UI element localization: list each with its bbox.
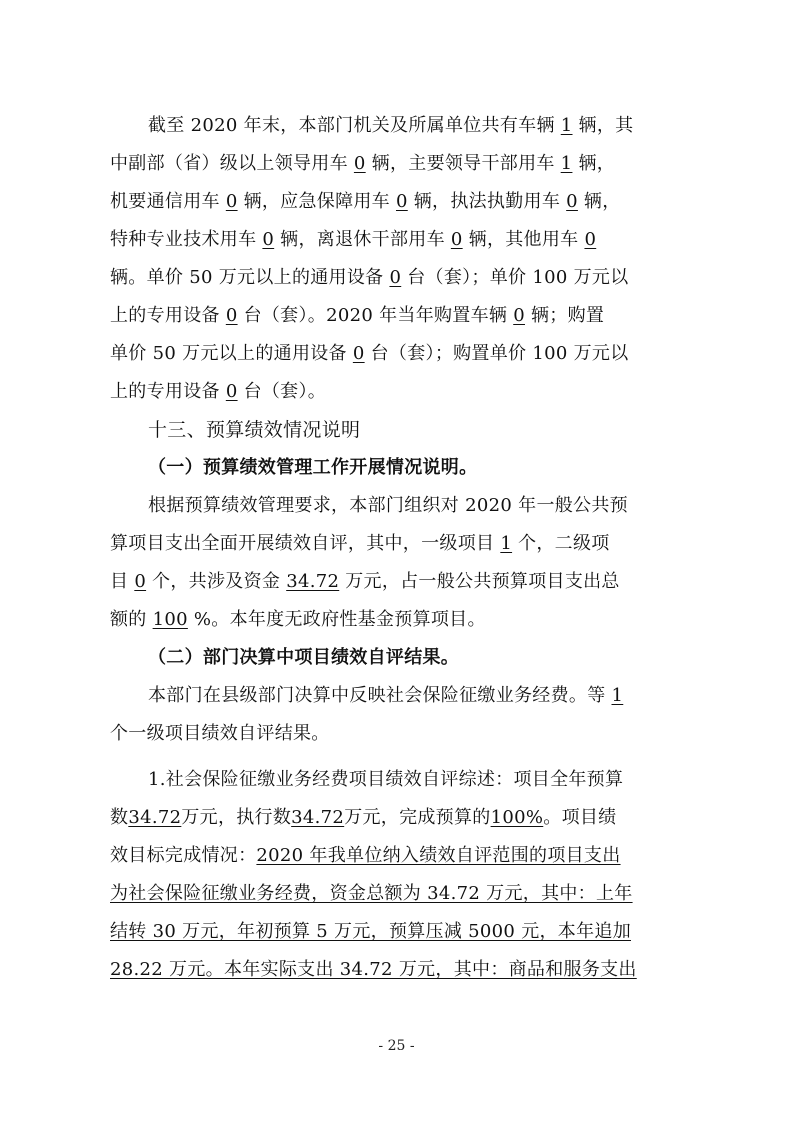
subsection-2-paragraph bbox=[110, 677, 695, 753]
underlined-value: 34.72 bbox=[291, 807, 345, 828]
text-segment: 万元，执行数 bbox=[181, 807, 292, 828]
text-line bbox=[110, 183, 695, 221]
text-segment: 本部门在县级部门决算中反映社会保险征缴业务经费。等 bbox=[148, 685, 606, 706]
text-segment: 。项目绩 bbox=[543, 807, 617, 828]
underlined-value: 0 bbox=[395, 191, 408, 212]
text-segment: 辆；购置 bbox=[530, 305, 605, 326]
text-segment: 台（套）。 bbox=[243, 381, 327, 402]
text-line bbox=[110, 951, 695, 989]
underlined-value: 34.72 bbox=[286, 571, 340, 592]
text-segment: 算项目支出全面开展绩效自评，其中，一级项目 bbox=[110, 533, 495, 554]
item-1-paragraph bbox=[110, 761, 695, 989]
underlined-text: 28.22 万元。本年实际支出 34.72 万元，其中：商品和服务支出 bbox=[110, 959, 637, 980]
text-line bbox=[110, 107, 695, 145]
text-segment: 个，二级项 bbox=[518, 533, 610, 554]
text-segment: 辆，离退休干部用车 bbox=[280, 229, 445, 250]
text-segment: 辆，应急保障用车 bbox=[243, 191, 390, 212]
underlined-text: 为社会保险征缴业务经费，资金总额为 34.72 万元，其中：上年 bbox=[110, 883, 633, 904]
text-segment: 机要通信用车 bbox=[110, 191, 220, 212]
text-line bbox=[110, 259, 695, 297]
text-segment: 台（套）；购置单价 100 万元以 bbox=[370, 343, 629, 364]
underlined-value: 34.72 bbox=[128, 807, 182, 828]
underlined-value: 0 bbox=[134, 571, 147, 592]
underlined-value: 0 bbox=[225, 191, 238, 212]
text-segment: 上的专用设备 bbox=[110, 381, 220, 402]
text-segment: 额的 bbox=[110, 609, 147, 630]
text-line bbox=[110, 563, 695, 601]
text-line: 1.社会保险征缴业务经费项目绩效自评综述：项目全年预算 bbox=[148, 769, 624, 790]
text-segment: 辆， bbox=[578, 153, 616, 174]
text-segment: 台（套）。2020 年当年购置车辆 bbox=[243, 305, 508, 326]
underlined-value: 1 bbox=[560, 153, 573, 174]
text-line bbox=[110, 373, 695, 411]
text-segment: 数 bbox=[110, 807, 129, 828]
underlined-value: 1 bbox=[560, 115, 573, 136]
underlined-value: 0 bbox=[566, 191, 578, 212]
text-segment: 辆，其 bbox=[578, 115, 634, 136]
page-content bbox=[110, 107, 695, 989]
underlined-value: 0 bbox=[353, 153, 366, 174]
text-segment: 辆，主要领导干部用车 bbox=[371, 153, 555, 174]
underlined-value: 0 bbox=[225, 305, 238, 326]
underlined-value: 0 bbox=[584, 229, 597, 250]
text-segment: 万元，占一般公共预算项目支出总 bbox=[345, 571, 620, 592]
underlined-value: 100% bbox=[490, 807, 544, 828]
underlined-text: 结转 30 万元，年初预算 5 万元，预算压减 5000 元，本年追加 bbox=[110, 921, 631, 942]
underlined-value: 0 bbox=[389, 267, 402, 288]
underlined-value: 100 bbox=[152, 609, 188, 630]
text-segment: 台（套）；单价 100 万元以 bbox=[407, 267, 629, 288]
underlined-value: 0 bbox=[262, 229, 275, 250]
text-segment: 效目标完成情况： bbox=[110, 845, 257, 866]
text-segment: 截至 2020 年末，本部门机关及所属单位共有车辆 bbox=[148, 115, 555, 136]
underlined-value: 0 bbox=[450, 229, 463, 250]
text-line bbox=[110, 297, 695, 335]
text-line bbox=[110, 145, 695, 183]
subsection-1-heading: （一）预算绩效管理工作开展情况说明。 bbox=[148, 457, 478, 478]
text-segment: 上的专用设备 bbox=[110, 305, 220, 326]
subsection-1-paragraph bbox=[110, 487, 695, 639]
text-segment: 辆，执法执勤用车 bbox=[413, 191, 561, 212]
page-number: - 25 - bbox=[378, 1038, 415, 1054]
text-segment: 辆。单价 50 万元以上的通用设备 bbox=[110, 267, 384, 288]
text-line: 个一级项目绩效自评结果。 bbox=[110, 723, 330, 744]
underlined-text: 2020 年我单位纳入绩效自评范围的项目支出 bbox=[256, 845, 621, 866]
spacer bbox=[110, 753, 695, 761]
text-segment: %。本年度无政府性基金预算项目。 bbox=[193, 609, 486, 630]
underlined-value: 0 bbox=[513, 305, 525, 326]
underlined-value: 1 bbox=[611, 685, 624, 706]
text-segment: 万元，完成预算的 bbox=[344, 807, 491, 828]
text-segment: 目 bbox=[110, 571, 129, 592]
text-line bbox=[110, 525, 695, 563]
section-13-heading: 十三、预算绩效情况说明 bbox=[148, 419, 361, 441]
text-segment: 辆，其他用车 bbox=[468, 229, 579, 250]
underlined-value: 0 bbox=[225, 381, 238, 402]
text-segment: 辆， bbox=[583, 191, 621, 212]
text-segment: 中副部（省）级以上领导用车 bbox=[110, 153, 348, 174]
subsection-2-heading: （二）部门决算中项目绩效自评结果。 bbox=[148, 647, 460, 668]
text-line bbox=[110, 677, 695, 715]
text-line bbox=[110, 875, 695, 913]
text-line bbox=[110, 913, 695, 951]
underlined-value: 1 bbox=[500, 533, 513, 554]
vehicle-paragraph bbox=[110, 107, 695, 411]
underlined-value: 0 bbox=[352, 343, 365, 364]
text-segment: 个，共涉及资金 bbox=[152, 571, 281, 592]
text-line bbox=[110, 335, 695, 373]
text-line bbox=[110, 799, 695, 837]
text-line bbox=[110, 221, 695, 259]
text-line: 根据预算绩效管理要求，本部门组织对 2020 年一般公共预 bbox=[148, 495, 628, 516]
text-segment: 特种专业技术用车 bbox=[110, 229, 257, 250]
text-segment: 单价 50 万元以上的通用设备 bbox=[110, 343, 347, 364]
text-line bbox=[110, 837, 695, 875]
text-line bbox=[110, 601, 695, 639]
